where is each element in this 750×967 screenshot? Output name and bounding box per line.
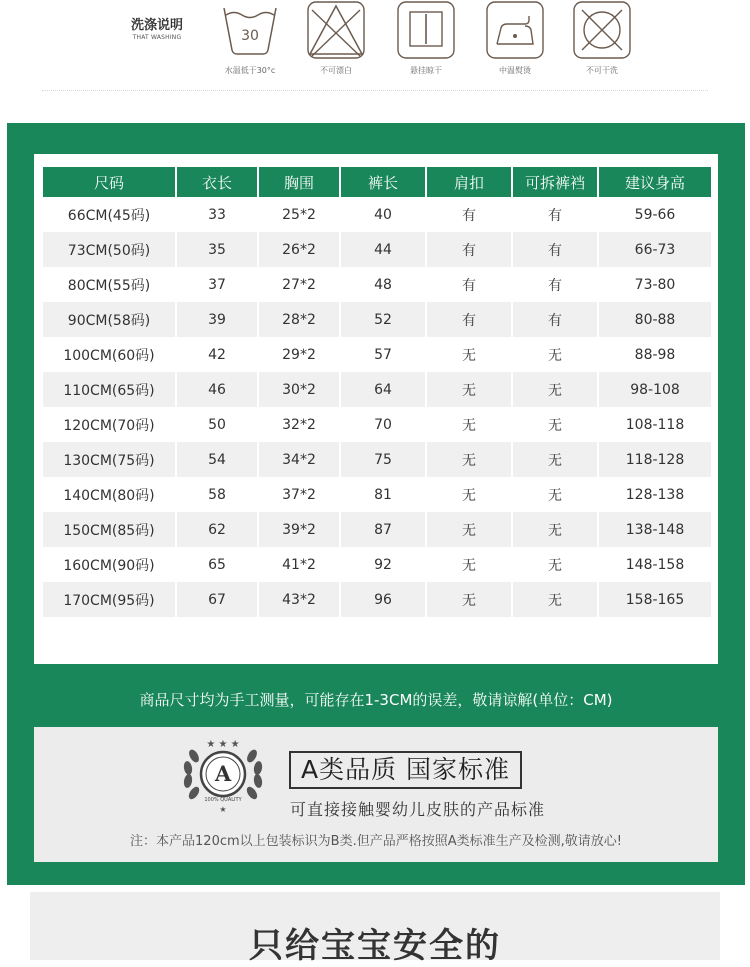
divider <box>42 90 708 91</box>
table-cell: 54 <box>175 442 257 477</box>
table-cell: 39 <box>175 302 257 337</box>
table-cell: 100CM(60码) <box>43 337 175 372</box>
table-cell: 25*2 <box>257 197 339 232</box>
table-cell: 41*2 <box>257 547 339 582</box>
table-cell: 75 <box>339 442 425 477</box>
table-cell: 150CM(85码) <box>43 512 175 547</box>
header-length: 衣长 <box>175 167 257 197</box>
table-cell: 80CM(55码) <box>43 267 175 302</box>
table-cell: 120CM(70码) <box>43 407 175 442</box>
table-cell: 52 <box>339 302 425 337</box>
table-cell: 无 <box>511 407 597 442</box>
table-cell: 无 <box>511 477 597 512</box>
table-row <box>43 547 711 582</box>
table-cell: 73CM(50码) <box>43 232 175 267</box>
table-cell: 29*2 <box>257 337 339 372</box>
table-cell: 39*2 <box>257 512 339 547</box>
header-detachable-crotch: 可拆裤裆 <box>511 167 597 197</box>
table-cell: 35 <box>175 232 257 267</box>
table-row <box>43 582 711 617</box>
table-cell: 26*2 <box>257 232 339 267</box>
table-cell: 46 <box>175 372 257 407</box>
no-dry-clean-caption: 不可干洗 <box>586 66 618 75</box>
table-cell: 无 <box>425 512 511 547</box>
table-cell: 有 <box>511 232 597 267</box>
table-cell: 有 <box>425 302 511 337</box>
table-cell: 无 <box>425 582 511 617</box>
table-cell: 92 <box>339 547 425 582</box>
table-cell: 无 <box>511 512 597 547</box>
table-cell: 37 <box>175 267 257 302</box>
table-header-row <box>43 167 711 197</box>
table-cell: 无 <box>425 372 511 407</box>
table-cell: 无 <box>425 547 511 582</box>
table-cell: 37*2 <box>257 477 339 512</box>
table-cell: 57 <box>339 337 425 372</box>
table-cell: 70 <box>339 407 425 442</box>
care-title <box>118 14 196 41</box>
table-cell: 43*2 <box>257 582 339 617</box>
table-cell: 32*2 <box>257 407 339 442</box>
table-cell: 90CM(58码) <box>43 302 175 337</box>
quality-badge-icon <box>174 734 272 816</box>
table-cell: 48 <box>339 267 425 302</box>
quality-title: A类品质 国家标准 <box>289 751 522 789</box>
table-cell: 64 <box>339 372 425 407</box>
table-cell: 140CM(80码) <box>43 477 175 512</box>
hang-dry-caption: 悬挂晾干 <box>410 66 442 75</box>
table-cell: 128-138 <box>597 477 711 512</box>
table-cell: 81 <box>339 477 425 512</box>
table-row <box>43 232 711 267</box>
table-cell: 有 <box>425 267 511 302</box>
table-cell: 158-165 <box>597 582 711 617</box>
table-cell: 138-148 <box>597 512 711 547</box>
care-instructions <box>0 0 750 95</box>
table-cell: 33 <box>175 197 257 232</box>
table-cell: 27*2 <box>257 267 339 302</box>
table-cell: 80-88 <box>597 302 711 337</box>
table-cell: 无 <box>425 407 511 442</box>
table-cell: 44 <box>339 232 425 267</box>
table-cell: 30*2 <box>257 372 339 407</box>
table-cell: 67 <box>175 582 257 617</box>
table-cell: 148-158 <box>597 547 711 582</box>
table-cell: 118-128 <box>597 442 711 477</box>
wash-30-icon <box>218 0 282 60</box>
table-cell: 66-73 <box>597 232 711 267</box>
table-row <box>43 197 711 232</box>
hang-dry-icon <box>394 0 458 60</box>
measurement-note: 商品尺寸均为手工测量，可能存在1-3CM的误差，敬请谅解(单位：CM) <box>139 691 613 709</box>
table-cell: 有 <box>511 197 597 232</box>
table-cell: 58 <box>175 477 257 512</box>
table-cell: 有 <box>425 232 511 267</box>
quality-section <box>34 727 718 862</box>
table-cell: 87 <box>339 512 425 547</box>
care-title-cn: 洗涤说明 <box>130 18 183 33</box>
table-row <box>43 267 711 302</box>
table-cell: 无 <box>511 337 597 372</box>
table-cell: 无 <box>425 477 511 512</box>
size-panel <box>7 123 745 885</box>
table-cell: 有 <box>511 302 597 337</box>
table-cell: 108-118 <box>597 407 711 442</box>
svg-text:★ ★ ★: ★ ★ ★ <box>206 739 240 750</box>
table-cell: 96 <box>339 582 425 617</box>
table-cell: 62 <box>175 512 257 547</box>
table-cell: 40 <box>339 197 425 232</box>
table-cell: 有 <box>511 267 597 302</box>
table-cell: 有 <box>425 197 511 232</box>
table-cell: 28*2 <box>257 302 339 337</box>
wash-temp-label: 30 <box>241 28 259 44</box>
bottom-banner <box>30 892 720 966</box>
size-table <box>43 167 711 617</box>
table-cell: 130CM(75码) <box>43 442 175 477</box>
table-cell: 88-98 <box>597 337 711 372</box>
table-cell: 无 <box>511 372 597 407</box>
wash-30-caption: 水温低于30°c <box>224 66 276 75</box>
table-cell: 34*2 <box>257 442 339 477</box>
header-height: 建议身高 <box>597 167 711 197</box>
table-cell: 110CM(65码) <box>43 372 175 407</box>
no-bleach-caption: 不可漂白 <box>320 66 352 75</box>
no-dry-clean-icon <box>570 0 634 60</box>
header-size: 尺码 <box>43 167 175 197</box>
table-cell: 65 <box>175 547 257 582</box>
table-row <box>43 372 711 407</box>
table-cell: 59-66 <box>597 197 711 232</box>
table-cell: 无 <box>425 442 511 477</box>
table-cell: 66CM(45码) <box>43 197 175 232</box>
table-cell: 50 <box>175 407 257 442</box>
iron-medium-caption: 中温熨烫 <box>499 66 531 75</box>
table-cell: 无 <box>511 442 597 477</box>
header-pants-length: 裤长 <box>339 167 425 197</box>
size-table-card <box>34 154 718 664</box>
table-cell: 无 <box>511 582 597 617</box>
badge-quality-text: 100% QUALITY <box>204 797 242 803</box>
svg-text:★: ★ <box>219 805 227 814</box>
quality-subtitle: 可直接接触婴幼儿皮肤的产品标准 <box>290 800 546 819</box>
table-cell: 98-108 <box>597 372 711 407</box>
table-cell: 无 <box>511 547 597 582</box>
no-bleach-icon <box>304 0 368 60</box>
table-row <box>43 337 711 372</box>
table-row <box>43 302 711 337</box>
bottom-title: 只给宝宝安全的 <box>249 926 501 966</box>
header-shoulder-button: 肩扣 <box>425 167 511 197</box>
table-cell: 170CM(95码) <box>43 582 175 617</box>
table-row <box>43 407 711 442</box>
table-cell: 160CM(90码) <box>43 547 175 582</box>
table-row <box>43 477 711 512</box>
table-row <box>43 512 711 547</box>
badge-letter: A <box>214 761 232 786</box>
table-cell: 73-80 <box>597 267 711 302</box>
iron-medium-icon <box>483 0 547 60</box>
table-cell: 无 <box>425 337 511 372</box>
table-row <box>43 442 711 477</box>
header-chest: 胸围 <box>257 167 339 197</box>
care-title-en: THAT WASHING <box>132 34 182 41</box>
quality-note: 注：本产品120cm以上包装标识为B类.但产品严格按照A类标准生产及检测,敬请放心! <box>130 834 622 849</box>
table-cell: 42 <box>175 337 257 372</box>
